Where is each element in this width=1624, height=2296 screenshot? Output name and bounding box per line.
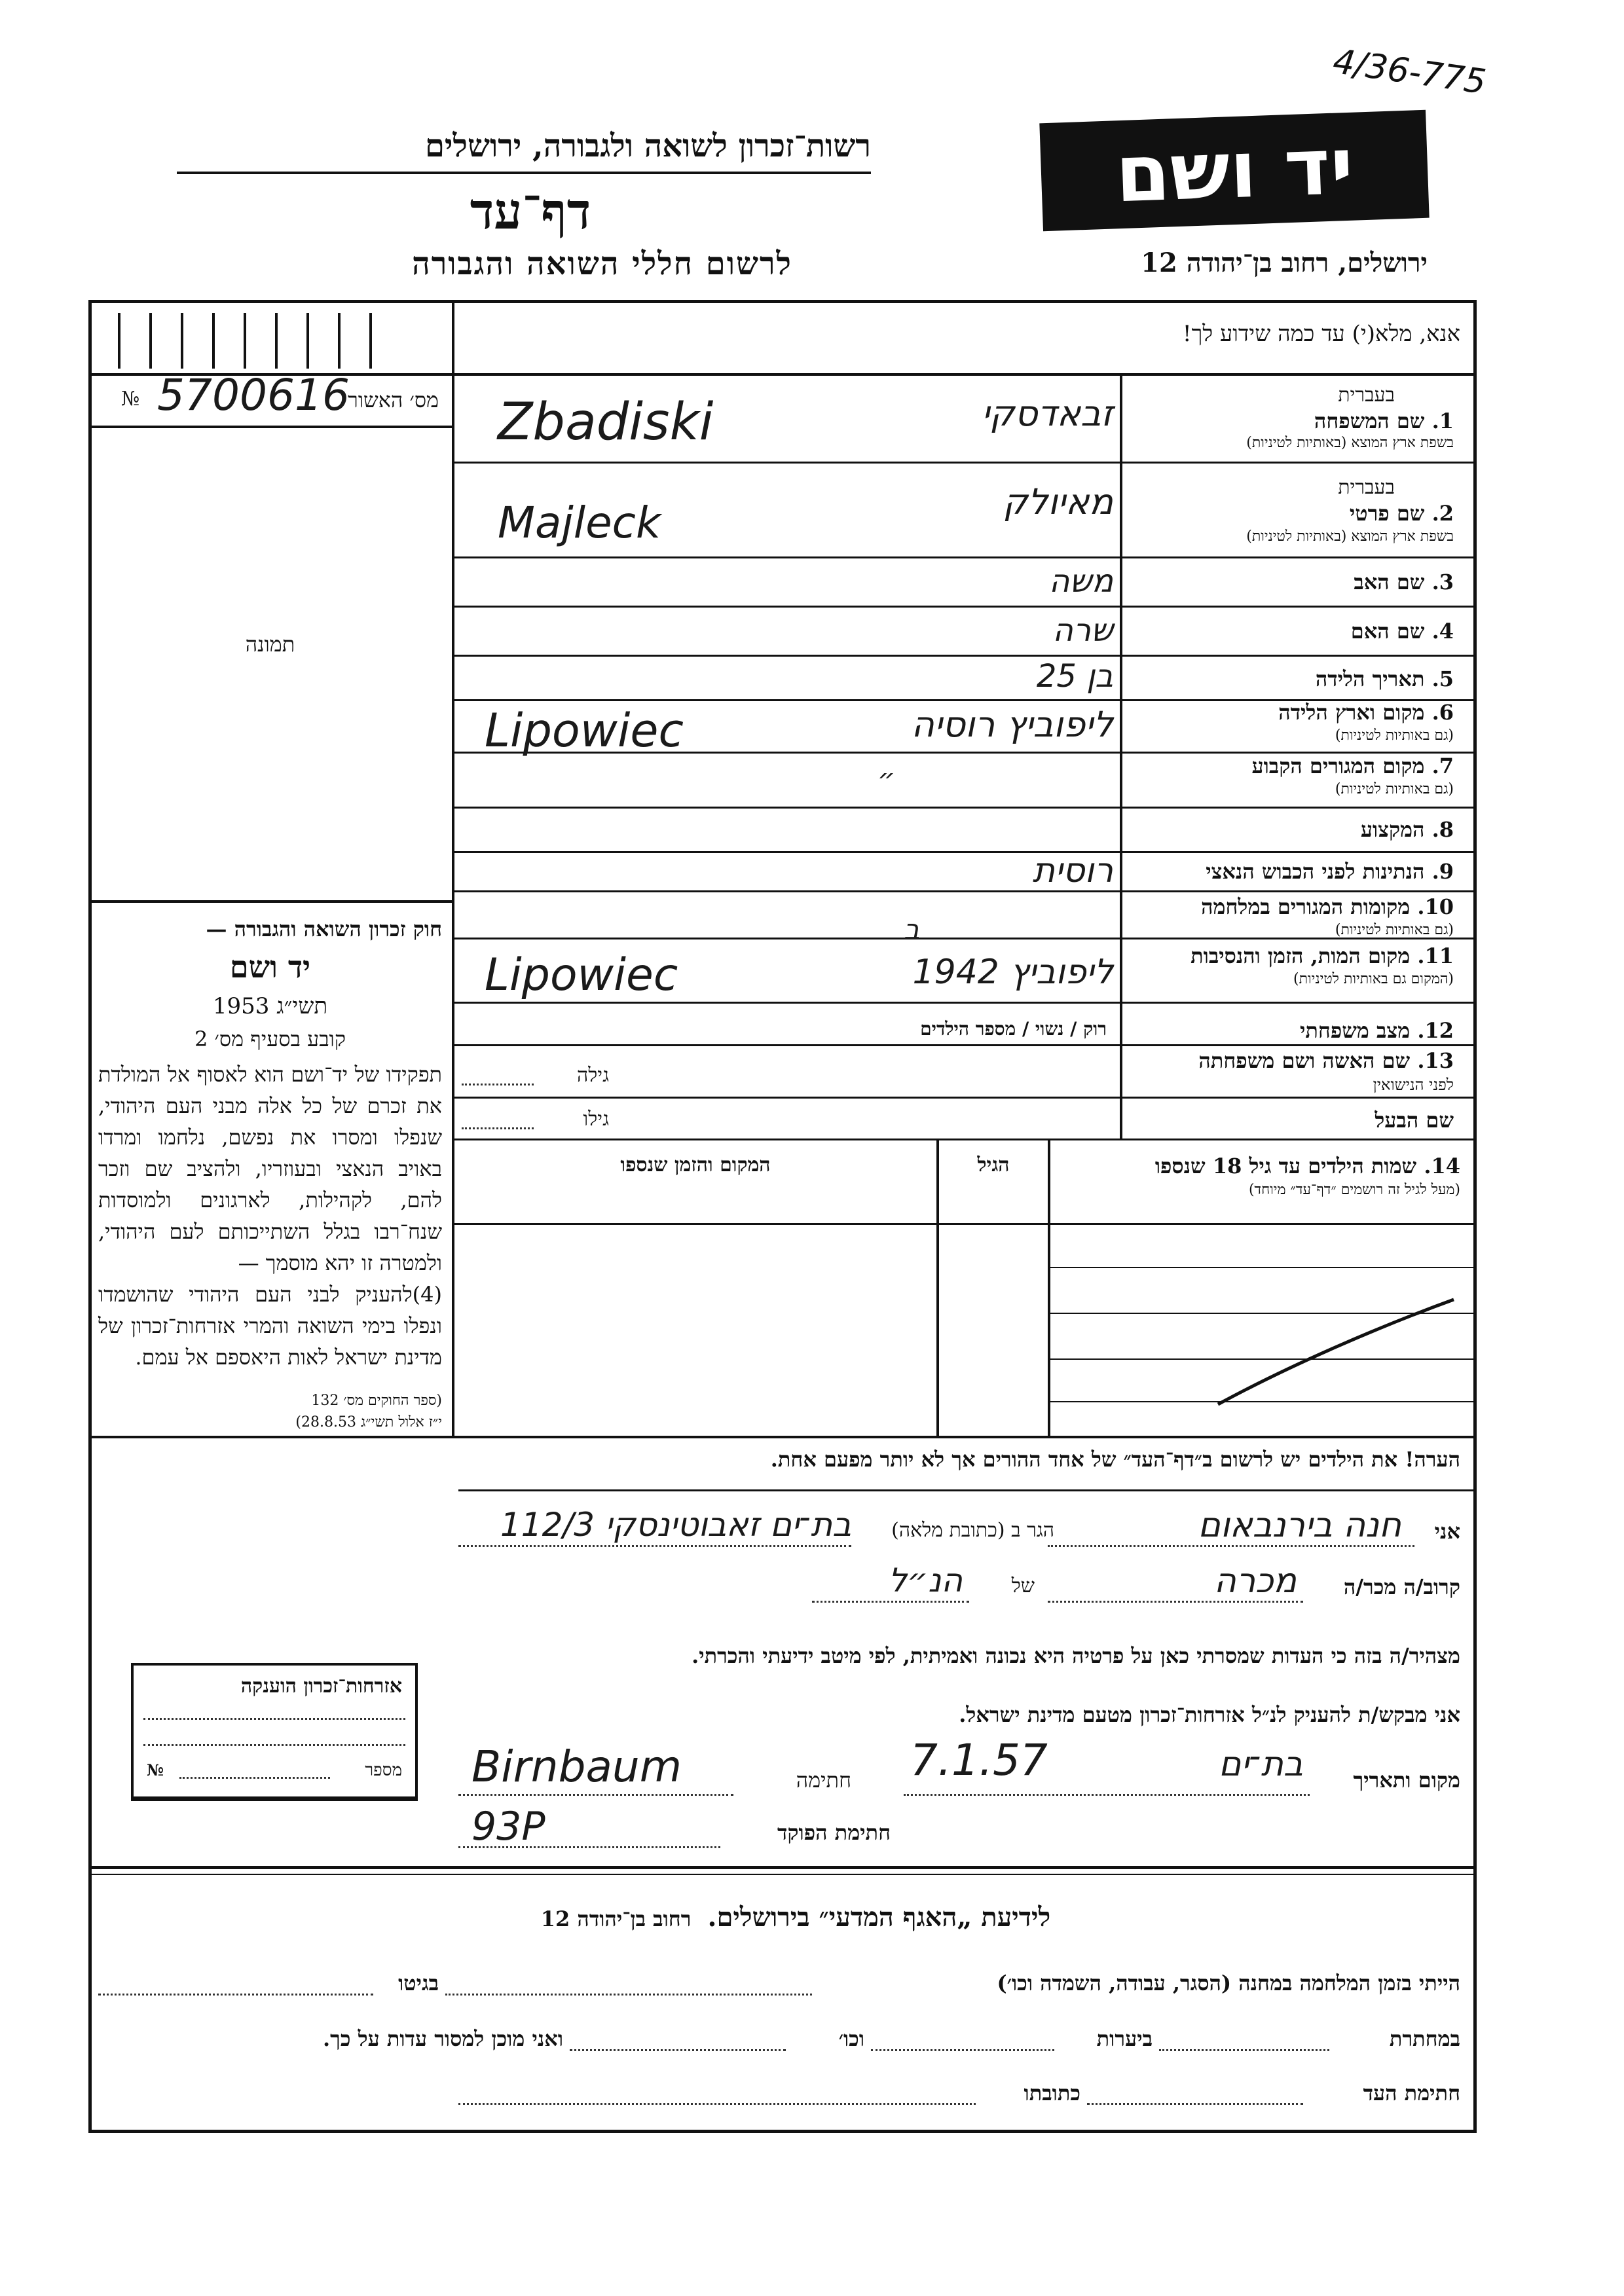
- field-6-hebrew: ליפוביץ רוסיה: [911, 704, 1113, 745]
- field-10-title: מקומות המגורים במלחמה: [1201, 894, 1411, 919]
- field-5-num: 5.: [1431, 666, 1454, 691]
- decl-officer-value: 93P: [471, 1804, 545, 1850]
- bottom-address-label: כתובתו: [1024, 2081, 1080, 2105]
- law-year-row: [98, 990, 442, 1023]
- bottom-line-1: הייתי בזמן המלחמה במחנה (הסגר, עבודה, השמדה וכו׳): [997, 1971, 1460, 1995]
- field-6-latin: Lipowiec: [485, 704, 684, 757]
- left-law-block: [98, 913, 442, 1433]
- left-column-bottom: [88, 1436, 1477, 1438]
- approval-ticks: [118, 313, 445, 369]
- stamp-box-title: אזרחות־זכרון הוענקה: [240, 1675, 402, 1698]
- field-2-title: שם פרטי: [1349, 501, 1425, 526]
- law-source: (ספר החוקים מס׳ 132: [311, 1393, 442, 1409]
- decl-i-value: חנה בירנבאום: [1198, 1506, 1401, 1545]
- photo-label: תמונה: [245, 632, 295, 657]
- approval-number-value: 5700616: [157, 370, 350, 420]
- field-11-sub: (המקום גם באותיות לטיניות): [1293, 970, 1454, 987]
- field-13-label: [1126, 1048, 1454, 1095]
- row-sep-7: [452, 807, 1477, 809]
- bottom-heading-row: [393, 1902, 1198, 1933]
- law-name: יד ושם: [229, 949, 311, 985]
- bottom-ghetto: בגיטו: [398, 1971, 439, 1995]
- field-4-value: שרה: [1052, 612, 1113, 649]
- field-11-latin: Lipowiec: [485, 949, 678, 1001]
- bottom-separator-2: [88, 1874, 1477, 1875]
- authority-name: רשות־זכרון לשואה ולגבורה, ירושלים: [424, 128, 871, 164]
- decl-i-line: [1048, 1545, 1414, 1547]
- note-underline: [458, 1489, 1477, 1491]
- field-5-title: תאריך הלידה: [1315, 666, 1425, 691]
- decl-resides-line: [458, 1545, 851, 1547]
- children-strike-mark: [1211, 1293, 1460, 1411]
- note-text: הערה! את הילדים יש לרשום ב״דף־העד״ של אחד ההורים אך לא יותר מפעם אחת.: [770, 1447, 1460, 1472]
- field-14-title: שמות הילדים עד גיל 18 שנספו: [1154, 1154, 1417, 1178]
- field-1-hebrew: זבאדסקי: [982, 393, 1113, 434]
- husband-age-line: [462, 1127, 534, 1129]
- field-14-num: 14.: [1424, 1154, 1460, 1178]
- field-3-value: משה: [1049, 563, 1113, 600]
- bottom-etc: וכו׳: [838, 2026, 864, 2051]
- row-sep-1: [452, 462, 1477, 464]
- field-2-hebrew: מאיולק: [1003, 481, 1113, 522]
- citizenship-stamp-box: [131, 1663, 418, 1801]
- decl-i-label: אני: [1434, 1519, 1460, 1544]
- decl-officer-label: חתימת הפוקד: [777, 1820, 891, 1845]
- husband-age-label: גילו: [583, 1108, 609, 1131]
- label-divider: [1120, 376, 1122, 1139]
- children-header-underline: [452, 1223, 1477, 1225]
- value-left-border: [452, 376, 454, 1139]
- row-sep-13: [452, 1097, 1477, 1099]
- field-10-num: 10.: [1417, 894, 1454, 919]
- children-col-place: המקום והזמן שנספו: [620, 1154, 771, 1176]
- header-address: ירושלים, רחוב בן־יהודה 12: [1141, 247, 1428, 278]
- approval-no-prefix: №: [121, 388, 140, 410]
- field-14-label: [1054, 1152, 1460, 1200]
- bottom-forests: ביערות: [1096, 2026, 1153, 2051]
- decl-of-label: של: [1011, 1575, 1035, 1597]
- logo-text: יד ושם: [1113, 120, 1356, 221]
- bottom-witness-sig: חתימת העד: [1363, 2081, 1460, 2105]
- field-7-sub: (גם באותיות לטיניות): [1335, 780, 1454, 797]
- field-10-label: [1126, 894, 1454, 939]
- field-13-age-label: גילה: [576, 1064, 609, 1087]
- field-3-title: שם האב: [1354, 570, 1425, 594]
- field-12-label: [1126, 1018, 1454, 1043]
- stamp-box-number-label: מספר: [365, 1760, 402, 1780]
- decl-of-value: הנ״ל: [888, 1561, 963, 1599]
- field-13-title: שם האשה ושם משפחתה: [1198, 1048, 1411, 1073]
- field-7-num: 7.: [1431, 754, 1454, 778]
- field-1-sub: בשפת ארץ המוצא (באותיות לטיניות): [1246, 434, 1454, 451]
- bottom-forests-line: [871, 2049, 1054, 2051]
- decl-statement: מצהיר/ה בזה כי העדות שמסרתי כאן על פרטיה היא נכונה ואמיתית, לפי מיטב ידיעתי והכרתי.: [692, 1643, 1460, 1668]
- children-row-1: [1048, 1267, 1477, 1268]
- row-sep-4: [452, 655, 1477, 657]
- field-12-options: רוק / נשוי / מספר הילדים: [920, 1018, 1107, 1040]
- decl-place-date-label: מקום ותאריך: [1353, 1768, 1460, 1793]
- decl-signature-line: [458, 1794, 733, 1796]
- field-2-num: 2.: [1431, 501, 1454, 526]
- decl-date-line: [904, 1794, 1310, 1796]
- bottom-address: רחוב בן־יהודה 12: [540, 1906, 692, 1931]
- field-12-title: מצב משפחתי: [1300, 1018, 1411, 1043]
- stamp-box-number-line: [179, 1777, 330, 1779]
- field-9-value: רוסית: [1032, 851, 1113, 890]
- law-date: י״ז אלול תשי״ג 28.8.53): [295, 1414, 442, 1430]
- field-11-label: [1126, 943, 1454, 989]
- field-5-value: בן 25: [1036, 658, 1113, 695]
- children-col-1: [936, 1139, 939, 1436]
- field-5-label: [1126, 666, 1454, 691]
- field-13-sub: לפני הנישואין: [1373, 1075, 1454, 1094]
- bottom-ready: ואני מוכן למסור עדות על כך.: [322, 2026, 563, 2051]
- field-8-label: [1126, 817, 1454, 842]
- field-2-latin: Majleck: [498, 498, 661, 548]
- header-underline: [177, 172, 871, 174]
- field-11-num: 11.: [1417, 943, 1454, 968]
- field-3-num: 3.: [1431, 570, 1454, 594]
- document-subtitle: לרשום חללי השואה והגבורה: [412, 246, 792, 282]
- bottom-etc-line: [570, 2049, 786, 2051]
- row-sep-11: [452, 1002, 1477, 1004]
- decl-place-value: בת־ים: [1218, 1745, 1303, 1784]
- stamp-box-no-prefix: №: [147, 1760, 164, 1779]
- row-sep-2: [452, 556, 1477, 558]
- stamp-box-line-2: [143, 1744, 405, 1746]
- field-9-num: 9.: [1431, 859, 1454, 884]
- decl-relative-value: מכרה: [1213, 1561, 1297, 1601]
- instruction-underline: [452, 373, 1477, 376]
- field-3-label: [1126, 570, 1454, 594]
- field-4-label: [1126, 619, 1454, 644]
- field-4-num: 4.: [1431, 619, 1454, 644]
- field-10-sub: (גם באותיות לטיניות): [1335, 921, 1454, 938]
- field-13-age-line: [462, 1084, 534, 1085]
- field-7-value: ״: [877, 763, 896, 795]
- row-sep-3: [452, 606, 1477, 608]
- approval-label: מס׳ האשור: [348, 388, 439, 412]
- document-title: דף־עד: [470, 182, 591, 240]
- field-6-label: [1126, 699, 1454, 745]
- decl-of-line: [812, 1601, 969, 1603]
- field-13-num: 13.: [1417, 1048, 1454, 1073]
- yad-vashem-logo: [1039, 110, 1429, 231]
- field-2-label: [1126, 475, 1454, 546]
- bottom-underground-line: [1159, 2049, 1329, 2051]
- field-6-title: מקום וארץ הלידה: [1278, 700, 1425, 725]
- field-14-sub: (מעל לגיל זה רושמים ״דף־עד״ מיוחד): [1248, 1182, 1460, 1199]
- law-clause: קובע בסעיף מס׳ 2: [194, 1027, 346, 1051]
- decl-signature-label: חתימה: [796, 1768, 851, 1793]
- field-9-label: [1126, 859, 1454, 884]
- bottom-separator: [88, 1866, 1477, 1869]
- field-8-title: המקצוע: [1360, 817, 1425, 842]
- field-11-title: מקום המות, הזמן והנסיבות: [1190, 943, 1411, 968]
- field-9-title: הנתינות לפני הכבוש הנאצי: [1206, 859, 1425, 884]
- bottom-underground: במחתרת: [1389, 2026, 1460, 2051]
- decl-resides-value: בת־ים זאבוטינסקי 112/3: [500, 1506, 851, 1544]
- stamp-box-line-1: [143, 1718, 405, 1720]
- field-8-num: 8.: [1431, 817, 1454, 842]
- bottom-witness-line: [1087, 2103, 1303, 2105]
- decl-resides-label: הגר ב (כתובת מלאה): [891, 1519, 1054, 1542]
- field-10-value: ב: [904, 913, 920, 945]
- law-year-heb: תשי״ג: [276, 993, 328, 1019]
- field-1-label: [1126, 383, 1454, 452]
- bottom-heading: לידיעת „האגף המדעי״ בירושלים.: [707, 1902, 1051, 1933]
- husband-label: שם הבעל: [1375, 1108, 1454, 1133]
- field-6-sub: (גם באותיות לטיניות): [1335, 727, 1454, 744]
- field-1-num: 1.: [1431, 408, 1454, 433]
- row-sep-14: [452, 1139, 1477, 1140]
- field-1-latin: Zbadiski: [498, 393, 714, 452]
- field-11-hebrew: ליפוביץ 1942: [912, 953, 1113, 992]
- law-text: תפקידו של יד־ושם הוא לאסוף אל המולדת את זכרם של כל אלה מבני העם היהודי, שנפלו ומסרו את נפשם, נלחמו ומרדו באויב הנאצי ובעוזריו, ולהציב שם וזכר להם, לקהילות, לארגונים ולמוסדות שנח־רבו בגלל השתייכותם לעם היהודי, ולמטרה זו יהא מוסמך —: [98, 1062, 442, 1275]
- decl-officer-line: [458, 1846, 720, 1848]
- children-col-2: [1048, 1139, 1050, 1436]
- corner-number: 4/36-775: [1330, 41, 1488, 103]
- bottom-camp-line: [445, 1994, 812, 1995]
- children-col-age: הגיל: [977, 1154, 1010, 1176]
- photo-bottom-line: [88, 900, 452, 903]
- decl-request: אני מבקש/ת להעניק לנ״ל אזרחות־זכרון מטעם מדינת ישראל.: [959, 1702, 1460, 1727]
- row-sep-9: [452, 890, 1477, 892]
- bottom-ghetto-line: [98, 1994, 373, 1995]
- decl-relative-label: קרוב/ה מכר/ה: [1343, 1575, 1460, 1599]
- law-text-2: (4)להעניק לבני העם היהודי שהושמדו ונפלו בימי השואה והמרי אזרחות־זכרון של מדינת ישראל לאות היאספם אל עמם.: [98, 1282, 442, 1370]
- field-6-num: 6.: [1431, 700, 1454, 725]
- law-heading: חוק זכרון השואה והגבורה —: [206, 917, 442, 941]
- field-2-sub: בשפת ארץ המוצא (באותיות לטיניות): [1246, 528, 1454, 545]
- decl-date-value: 7.1.57: [910, 1735, 1048, 1785]
- instruction-text: אנא, מלא(י) עד כמה שידוע לך!: [1182, 321, 1460, 347]
- field-1-tag: בעברית: [1338, 384, 1395, 407]
- field-12-num: 12.: [1417, 1018, 1454, 1043]
- decl-signature-value: Birnbaum: [471, 1741, 682, 1792]
- field-7-title: מקום המגורים הקבוע: [1251, 754, 1425, 778]
- field-2-tag: בעברית: [1338, 476, 1395, 499]
- field-4-title: שם האם: [1350, 619, 1425, 644]
- law-year: 1953: [212, 993, 270, 1019]
- field-7-label: [1126, 753, 1454, 799]
- field-1-title: שם המשפחה: [1314, 408, 1425, 433]
- row-sep-12: [452, 1044, 1477, 1046]
- decl-relative-line: [1048, 1601, 1303, 1603]
- bottom-address-line: [458, 2103, 976, 2105]
- photo-top-line: [88, 426, 452, 428]
